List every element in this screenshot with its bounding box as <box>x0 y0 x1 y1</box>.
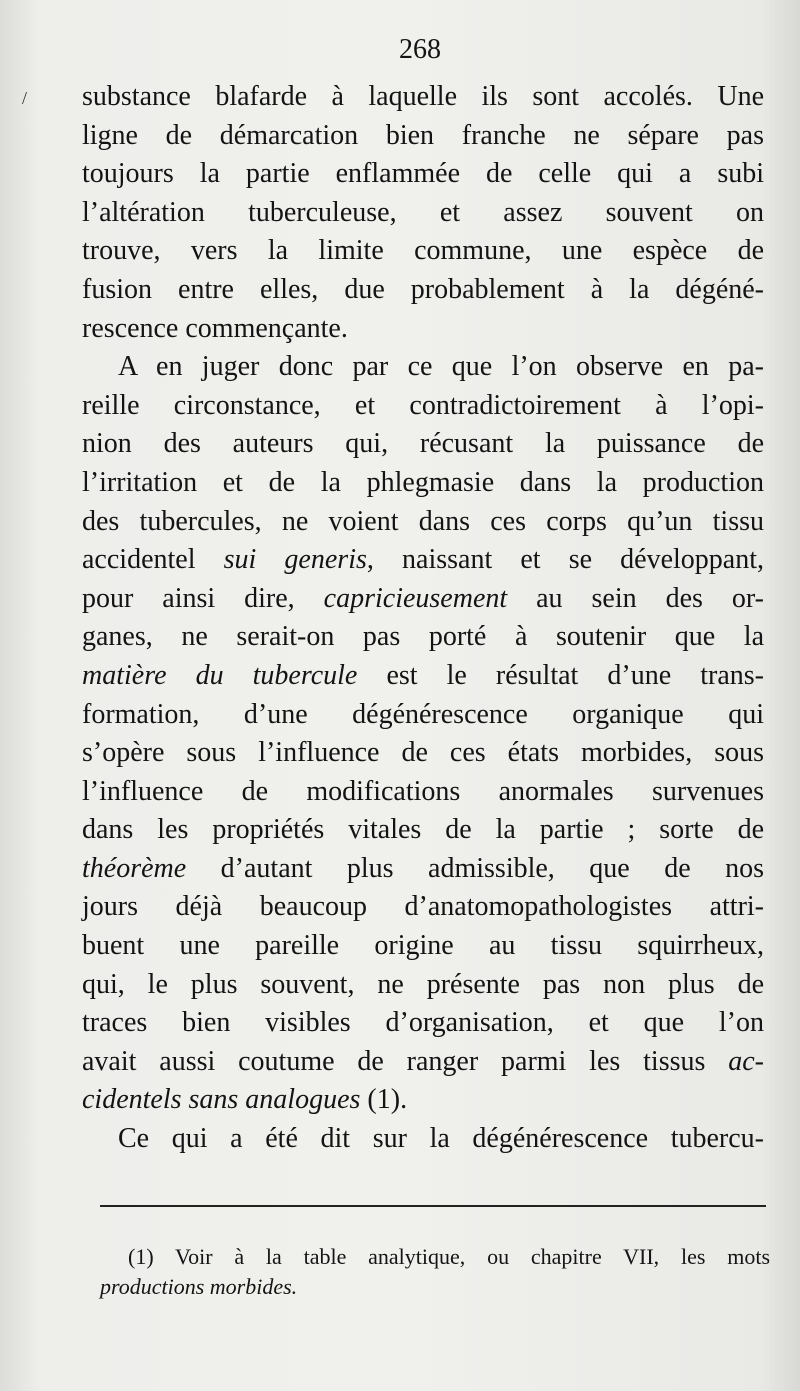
text-line: trouve, vers la limite commune, une espèce de <box>82 235 764 267</box>
text-line: nion des auteurs qui, récusant la puissance de <box>82 428 764 460</box>
text-line: dans les propriétés vitales de la partie ; sorte de <box>82 814 764 846</box>
text-segment: est le résultat d’une trans- <box>357 659 764 691</box>
text-line: ganes, ne serait-on pas porté à soutenir que la <box>82 621 764 653</box>
italic-term: cidentels sans analogues <box>82 1084 361 1116</box>
text-line: buent une pareille origine au tissu squirrheux, <box>82 930 764 962</box>
text-line-mixed <box>82 850 764 889</box>
text-segment: d’autant plus admissible, que de nos <box>186 852 764 884</box>
paragraph-3 <box>82 1120 764 1159</box>
text-segment: avait aussi coutume de ranger parmi les tissus <box>82 1045 729 1077</box>
footnote-line-italic <box>100 1272 770 1302</box>
italic-term: matière du tubercule <box>82 659 358 691</box>
text-line-mixed <box>82 1081 764 1120</box>
page-number: 268 <box>399 34 441 65</box>
text-line-mixed <box>82 1043 764 1082</box>
footnote-italic-term: productions morbides. <box>100 1274 298 1299</box>
text-line: A en juger donc par ce que l’on observe en pa- <box>118 351 764 383</box>
margin-mark: / <box>22 88 28 108</box>
text-line: rescence commençante. <box>82 312 348 344</box>
paragraph-2 <box>82 348 764 1120</box>
footnote-line: (1) Voir à la table analytique, ou chapitre VII, les mots <box>128 1244 770 1269</box>
text-segment: (1). <box>360 1084 408 1116</box>
italic-term: théorème <box>82 852 187 884</box>
text-segment: accidentel <box>82 544 224 576</box>
text-line: fusion entre elles, due probablement à la dégéné- <box>82 273 764 305</box>
text-line: des tubercules, ne voient dans ces corps qu’un tissu <box>82 505 764 537</box>
text-line: ligne de démarcation bien franche ne sépare pas <box>82 119 764 151</box>
text-segment: , naissant et se développant, <box>366 544 764 576</box>
text-line: formation, d’une dégénérescence organique qui <box>82 698 764 730</box>
text-line: l’influence de modifications anormales survenues <box>82 775 764 807</box>
italic-term: ac- <box>728 1045 764 1077</box>
italic-term: sui generis <box>223 544 367 576</box>
text-line: Ce qui a été dit sur la dégénérescence tubercu- <box>118 1123 764 1155</box>
body-text <box>82 78 764 1159</box>
text-line: jours déjà beaucoup d’anatomopathologistes attri- <box>82 891 764 923</box>
text-segment: au sein des or- <box>507 582 764 614</box>
text-line: qui, le plus souvent, ne présente pas non plus de <box>82 968 764 1000</box>
italic-term: capricieusement <box>323 582 508 614</box>
text-line: toujours la partie enflammée de celle qui a subi <box>82 158 764 190</box>
text-line: substance blafarde à laquelle ils sont accolés. Une <box>82 81 764 112</box>
footnote <box>100 1242 770 1302</box>
text-line-mixed <box>82 657 764 696</box>
text-line-mixed <box>82 541 764 580</box>
text-line: l’altération tuberculeuse, et assez souvent on <box>82 196 764 228</box>
text-line: reille circonstance, et contradictoirement à l’opi- <box>82 389 764 421</box>
footnote-rule <box>100 1205 766 1207</box>
text-line: l’irritation et de la phlegmasie dans la production <box>82 466 764 498</box>
paragraph-1 <box>82 78 764 348</box>
text-line: s’opère sous l’influence de ces états morbides, sous <box>82 737 764 769</box>
text-line-mixed <box>82 580 764 619</box>
text-segment: pour ainsi dire, <box>82 582 324 614</box>
text-line: traces bien visibles d’organisation, et que l’on <box>82 1007 764 1039</box>
